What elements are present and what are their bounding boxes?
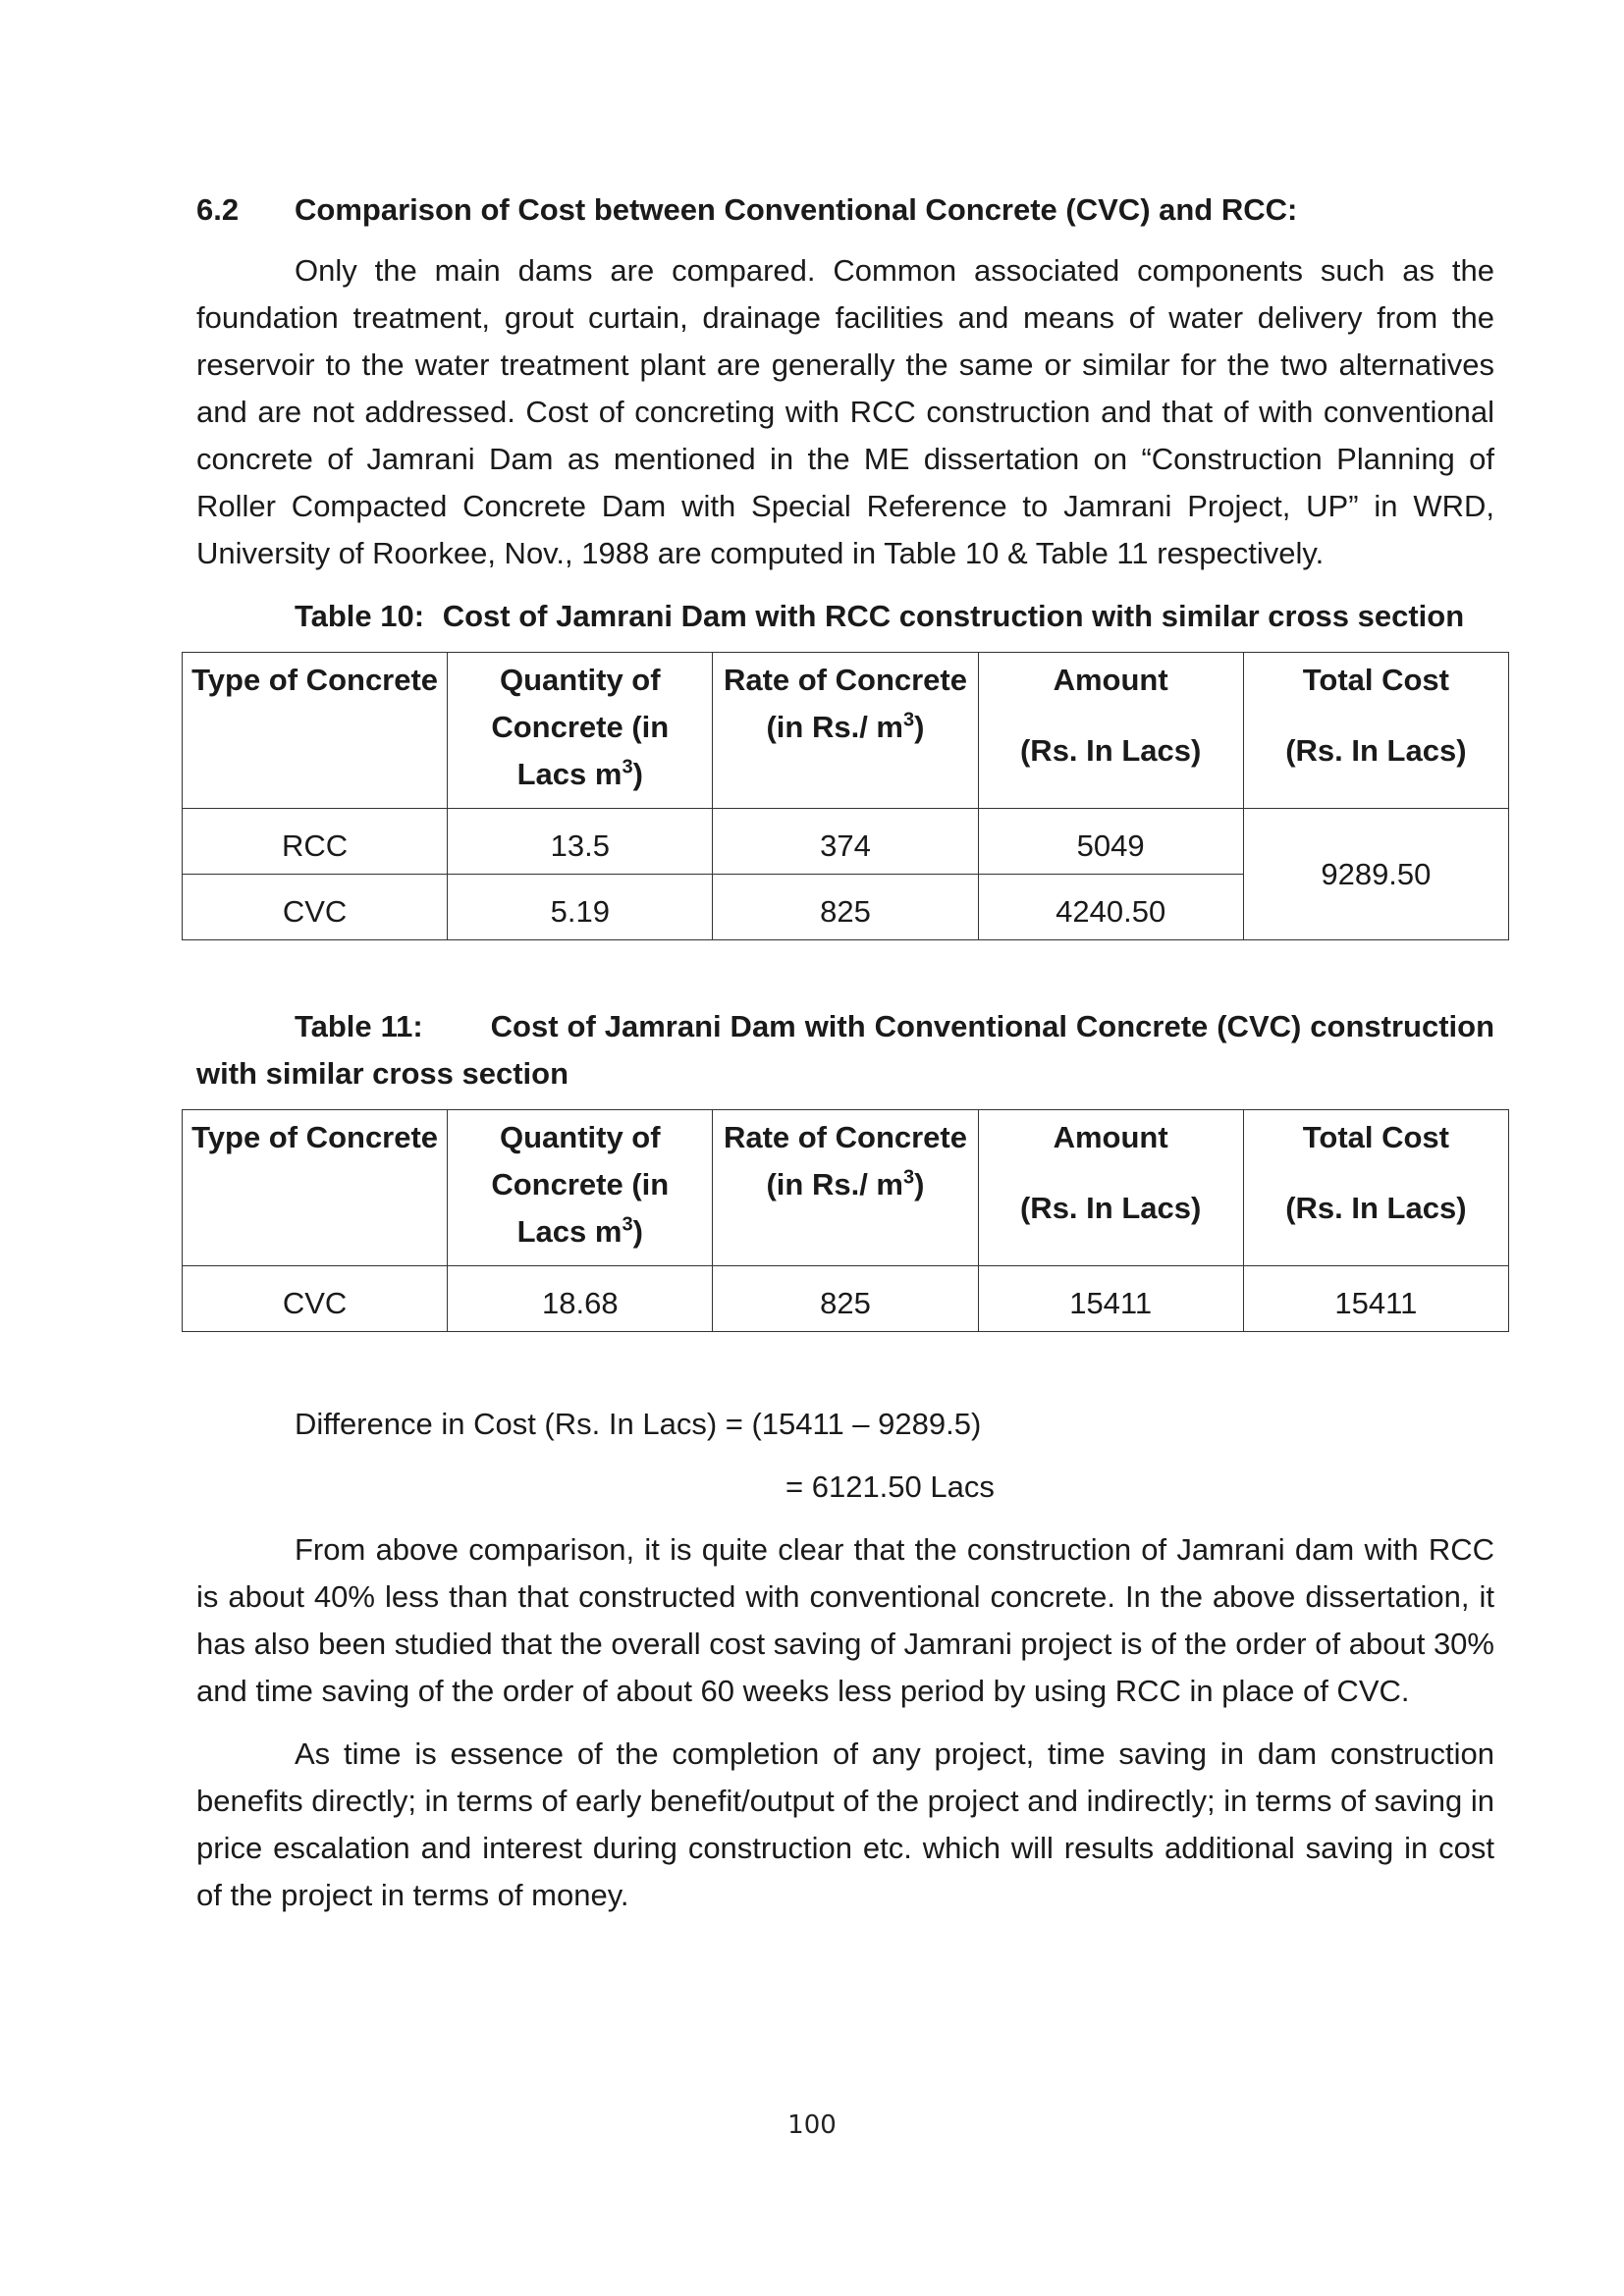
cell-total: 15411 — [1243, 1266, 1508, 1332]
table10-label: Table 10: — [295, 599, 425, 633]
header-rate: Rate of Concrete (in Rs./ $m^3$) — [713, 1110, 978, 1266]
header-quantity: Quantity of Concrete (in Lacs $m^3$) — [448, 653, 713, 809]
table-row — [183, 809, 1509, 875]
table11 — [182, 1109, 1509, 1332]
cell-quantity: 13.5 — [448, 809, 713, 875]
section-title: Comparison of Cost between Conventional Concrete (CVC) and RCC: — [295, 192, 1298, 227]
header-total: Total Cost (Rs. In Lacs) — [1243, 1110, 1508, 1266]
table10-caption-text: Cost of Jamrani Dam with RCC construction with similar cross section — [442, 599, 1465, 633]
cell-total: 9289.50 — [1243, 809, 1508, 940]
conclusion-paragraph: As time is essence of the completion of any project, time saving in dam construction benefits directly; in terms of early benefit/output of the project and indirectly; in terms of saving in price escalation and interest during construction etc. which will results additional saving in cost of the project in terms of money. — [196, 1736, 1494, 1912]
cell-type: CVC — [183, 1266, 448, 1332]
cell-rate: 825 — [713, 875, 978, 940]
cell-type: CVC — [183, 875, 448, 940]
cell-type: RCC — [183, 809, 448, 875]
table10 — [182, 652, 1509, 940]
table11-label: Table 11: — [295, 1009, 423, 1043]
cell-amount: 5049 — [978, 809, 1243, 875]
document-page — [191, 187, 1495, 1919]
table11-caption — [196, 1003, 1494, 1097]
header-quantity: Quantity of Concrete (in Lacs $m^3$) — [448, 1110, 713, 1266]
difference-line: Difference in Cost (Rs. In Lacs) = (15411 – 9289.5) — [295, 1407, 982, 1441]
header-amount: Amount (Rs. In Lacs) — [978, 653, 1243, 809]
header-type: Type of Concrete — [183, 653, 448, 809]
comparison-paragraph: From above comparison, it is quite clear that the construction of Jamrani dam with RCC is about 40% less than that constructed with conventional concrete. In the above dissertation, it has also been studied that the overall cost saving of Jamrani project is of the order of about 30% and time saving of the order of about 60 weeks less period by using RCC in place of CVC. — [196, 1532, 1494, 1708]
table11-caption-text: Cost of Jamrani Dam with Conventional Concrete (CVC) construction with similar cross section — [196, 1009, 1495, 1091]
cell-amount: 15411 — [978, 1266, 1243, 1332]
cell-quantity: 5.19 — [448, 875, 713, 940]
table-header-row — [183, 653, 1509, 809]
header-type: Type of Concrete — [183, 1110, 448, 1266]
header-total: Total Cost (Rs. In Lacs) — [1243, 653, 1508, 809]
header-rate: Rate of Concrete (in Rs./ $m^3$) — [713, 653, 978, 809]
table-header-row — [183, 1110, 1509, 1266]
intro-paragraph: Only the main dams are compared. Common associated components such as the foundation treatment, grout curtain, drainage facilities and means of water delivery from the reservoir to the water treatment plant are generally the same or similar for the two alternatives and are not addressed. Cost of concreting with RCC construction and that of with conventional concrete of Jamrani Dam as mentioned in the ME dissertation on “Construction Planning of Roller Compacted Concrete Dam with Special Reference to Jamrani Project, UP” in WRD, University of Roorkee, Nov., 1988 are computed in Table 10 & Table 11 respectively. — [196, 253, 1494, 570]
table-row — [183, 1266, 1509, 1332]
cost-difference — [196, 1401, 1494, 1511]
cell-quantity: 18.68 — [448, 1266, 713, 1332]
section-number: 6.2 — [196, 192, 240, 227]
cell-amount: 4240.50 — [978, 875, 1243, 940]
page-number: 100 — [787, 2110, 837, 2140]
cell-rate: 374 — [713, 809, 978, 875]
difference-result: = 6121.50 Lacs — [785, 1469, 995, 1504]
header-amount: Amount (Rs. In Lacs) — [978, 1110, 1243, 1266]
cell-rate: 825 — [713, 1266, 978, 1332]
section-heading — [196, 187, 1494, 234]
table10-caption — [196, 593, 1494, 640]
